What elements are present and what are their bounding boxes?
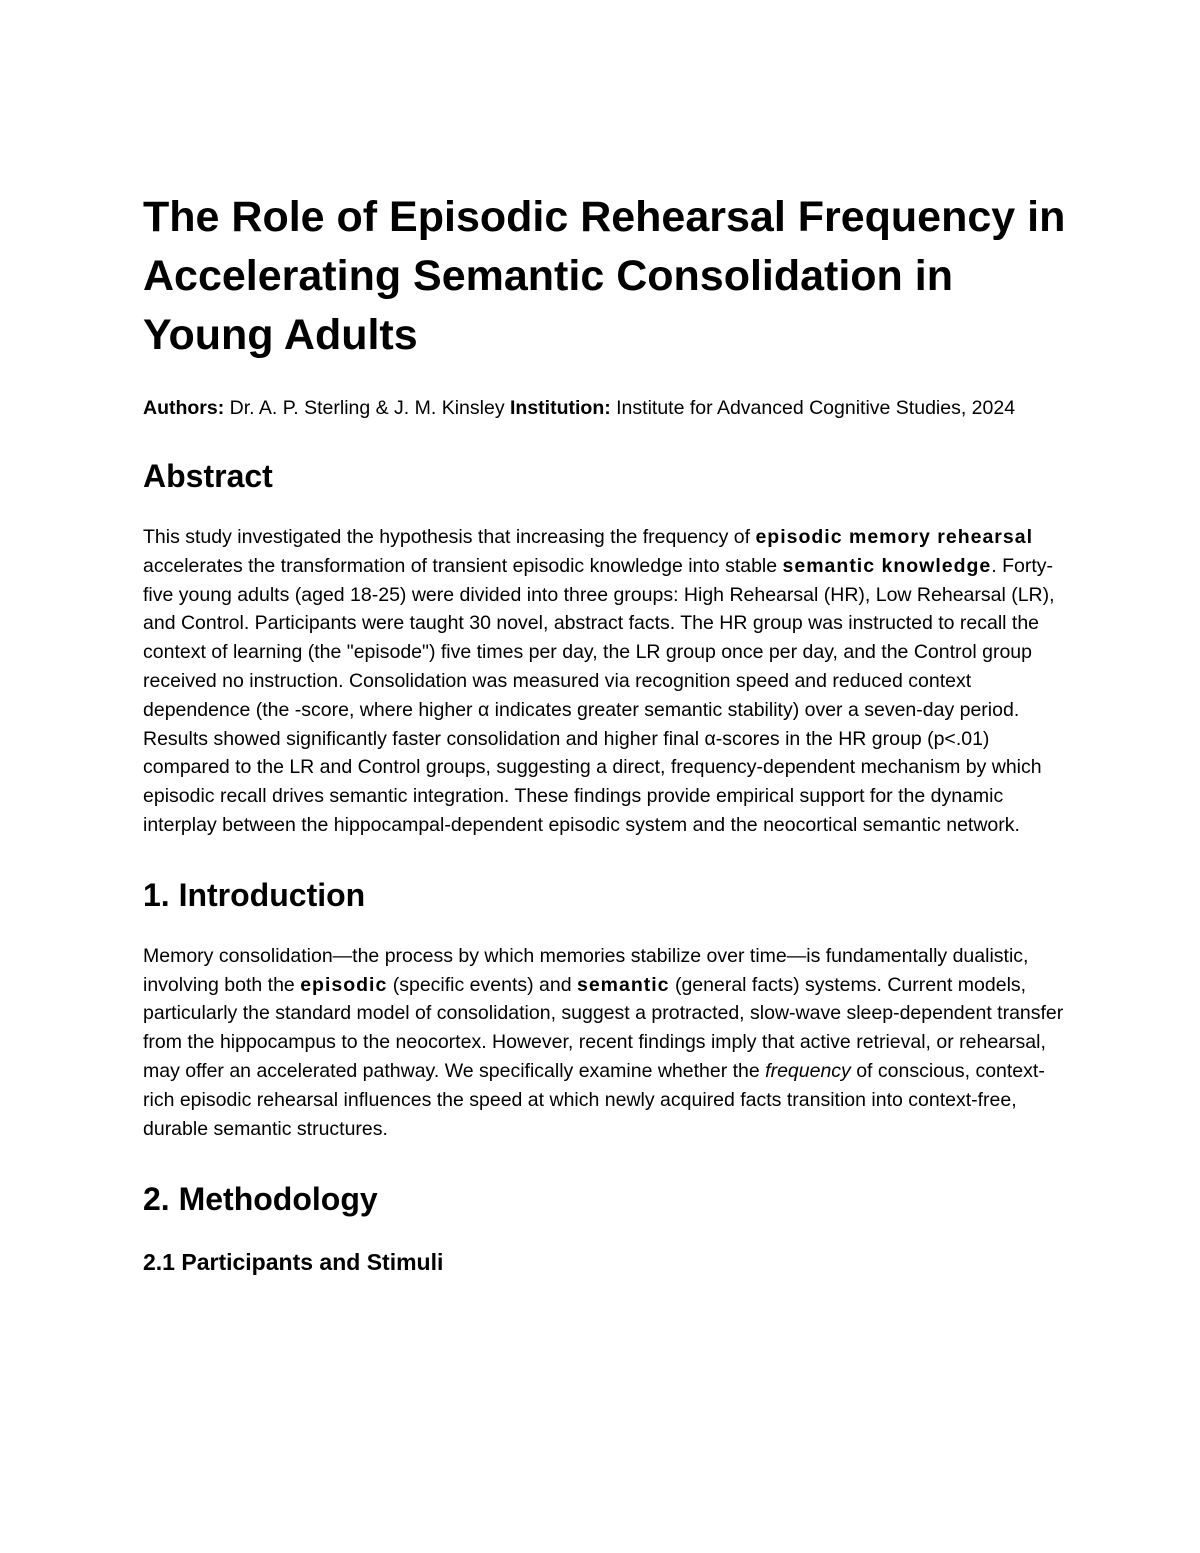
authors-names: Dr. A. P. Sterling & J. M. Kinsley <box>224 397 510 419</box>
paper-title: The Role of Episodic Rehearsal Frequency in Accelerating Semantic Consolidation in Young Adults <box>143 193 1066 359</box>
intro-bold-1: episodic <box>300 973 388 996</box>
participants-subheading: 2.1 Participants and Stimuli <box>143 1249 444 1276</box>
abstract-text-3: . Forty-five young adults (aged 18-25) were divided into three groups: High Rehearsal (HR), Low Rehearsal (LR), and Control. Participants were taught 30 novel, abstract facts. The HR group was instructed to recall the context of learning (the "episode") five times per day, the LR group once per day, and the Control group received no instruction. Consolidation was measured via recognition speed and reduced context dependence (the -score, where higher α indicates greater semantic stability) over a seven-day period. Results showed significantly faster consolidation and higher final α-scores in the HR group (p<.01) compared to the LR and Control groups, suggesting a direct, frequency-dependent mechanism by which episodic recall drives semantic integration. These findings provide empirical support for the dynamic interplay between the hippocampal-dependent episodic system and the neocortical semantic network. <box>143 554 1055 836</box>
abstract-bold-2: semantic knowledge <box>782 554 992 577</box>
intro-italic-1: frequency <box>765 1059 851 1082</box>
intro-text-2: (specific events) and <box>387 973 577 996</box>
methodology-heading: 2. Methodology <box>143 1181 378 1218</box>
abstract-heading: Abstract <box>143 458 273 494</box>
abstract-text-2: accelerates the transformation of transient episodic knowledge into stable <box>143 554 783 577</box>
introduction-heading: 1. Introduction <box>143 876 366 913</box>
author-info <box>143 394 1068 423</box>
abstract-bold-1: episodic memory rehearsal <box>755 526 1033 548</box>
abstract-text-1: This study investigated the hypothesis that increasing the frequency of <box>143 526 756 548</box>
intro-text-3: (general facts) systems. Current models, particularly the standard model of consolidation, suggest a protracted, slow-wave sleep-dependent transfer from the hippocampus to the neocortex. However, recent findings imply that active retrieval, or rehearsal, may offer an accelerated pathway. We specifically examine whether the <box>143 973 1064 1082</box>
authors-label: Authors: <box>143 397 225 419</box>
institution-name: Institute for Advanced Cognitive Studies, 2024 <box>610 397 1016 419</box>
intro-bold-2: semantic <box>576 973 670 996</box>
institution-label: Institution: <box>510 397 611 419</box>
abstract-paragraph <box>143 523 1068 840</box>
introduction-paragraph <box>143 942 1068 1144</box>
document-page <box>143 188 1068 1277</box>
intro-text-1: Memory consolidation—the process by which memories stabilize over time—is fundamentally dualistic, involving both the <box>143 944 1029 996</box>
intro-text-4: of conscious, context-rich episodic rehearsal influences the speed at which newly acquired facts transition into context-free, durable semantic structures. <box>143 1059 1045 1140</box>
